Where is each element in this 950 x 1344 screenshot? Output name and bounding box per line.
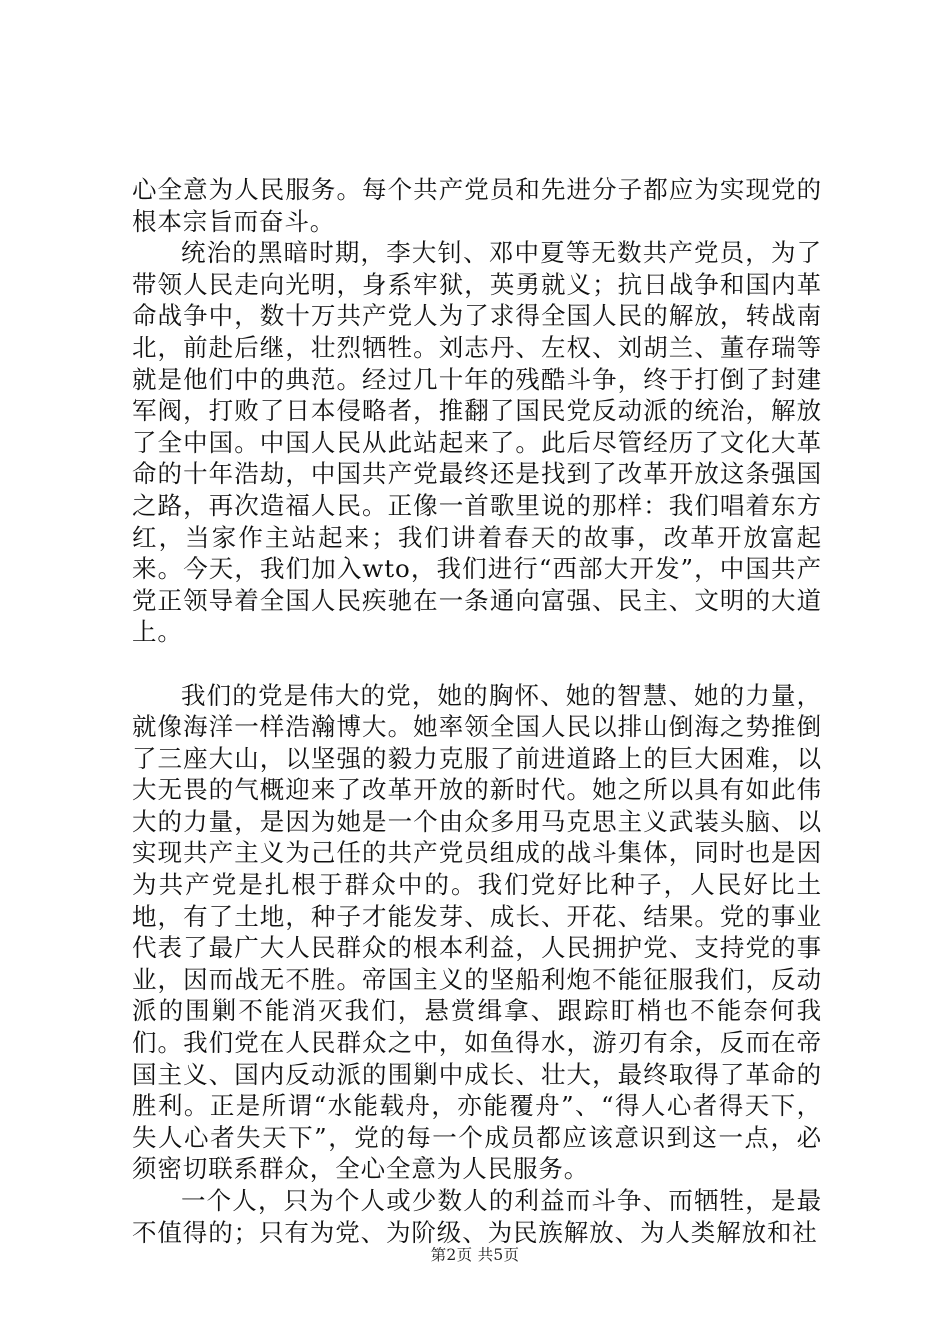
paragraph-3: 我们的党是伟大的党，她的胸怀、她的智慧、她的力量，就像海洋一样浩瀚博大。她率领全国人民以排山倒海之势推倒了三座大山，以坚强的毅力克服了前进道路上的巨大困难，以大无畏的气概迎来了改革开放的新时代。她之所以具有如此伟大的力量，是因为她是一个由众多用马克思主义武装头脑、以实现共产主义为己任的共产党员组成的战斗集体，同时也是因为共产党是扎根于群众中的。我们党好比种子，人民好比土地，有了土地，种子才能发芽、成长、开花、结果。党的事业代表了最广大人民群众的根本利益，人民拥护党、支持党的事业，因而战无不胜。帝国主义的坚船利炮不能征服我们，反动派的围剿不能消灭我们，悬赏缉拿、跟踪盯梢也不能奈何我们。我们党在人民群众之中，如鱼得水，游刃有余，反而在帝国主义、国内反动派的围剿中成长、壮大，最终取得了革命的胜利。正是所谓“水能载舟，亦能覆舟”、“得人心者得天下，失人心者失天下”，党的每一个成员都应该意识到这一点，必须密切联系群众，全心全意为人民服务。 [132, 680, 822, 1184]
document-body [132, 174, 822, 1248]
paragraph-1: 心全意为人民服务。每个共产党员和先进分子都应为实现党的根本宗旨而奋斗。 [132, 175, 822, 236]
paragraph-spacer [132, 648, 822, 680]
paragraph-4: 一个人，只为个人或少数人的利益而斗争、而牺牲，是最不值得的；只有为党、为阶级、为民族解放、为人类解放和社 [132, 1186, 822, 1247]
page-number-footer: 第2页 共5页 [430, 1246, 520, 1264]
paragraph-2: 统治的黑暗时期，李大钊、邓中夏等无数共产党员，为了带领人民走向光明，身系牢狱，英勇就义；抗日战争和国内革命战争中，数十万共产党人为了求得全国人民的解放，转战南北，前赴后继，壮烈牺牲。刘志丹、左权、刘胡兰、董存瑞等就是他们中的典范。经过几十年的残酷斗争，终于打倒了封建军阀，打败了日本侵略者，推翻了国民党反动派的统治，解放了全中国。中国人民从此站起来了。此后尽管经历了文化大革命的十年浩劫，中国共产党最终还是找到了改革开放这条强国之路，再次造福人民。正像一首歌里说的那样：我们唱着东方红，当家作主站起来；我们讲着春天的故事，改革开放富起来。今天，我们加入wto，我们进行“西部大开发”，中国共产党正领导着全国人民疾驰在一条通向富强、民主、文明的大道上。 [132, 238, 822, 647]
